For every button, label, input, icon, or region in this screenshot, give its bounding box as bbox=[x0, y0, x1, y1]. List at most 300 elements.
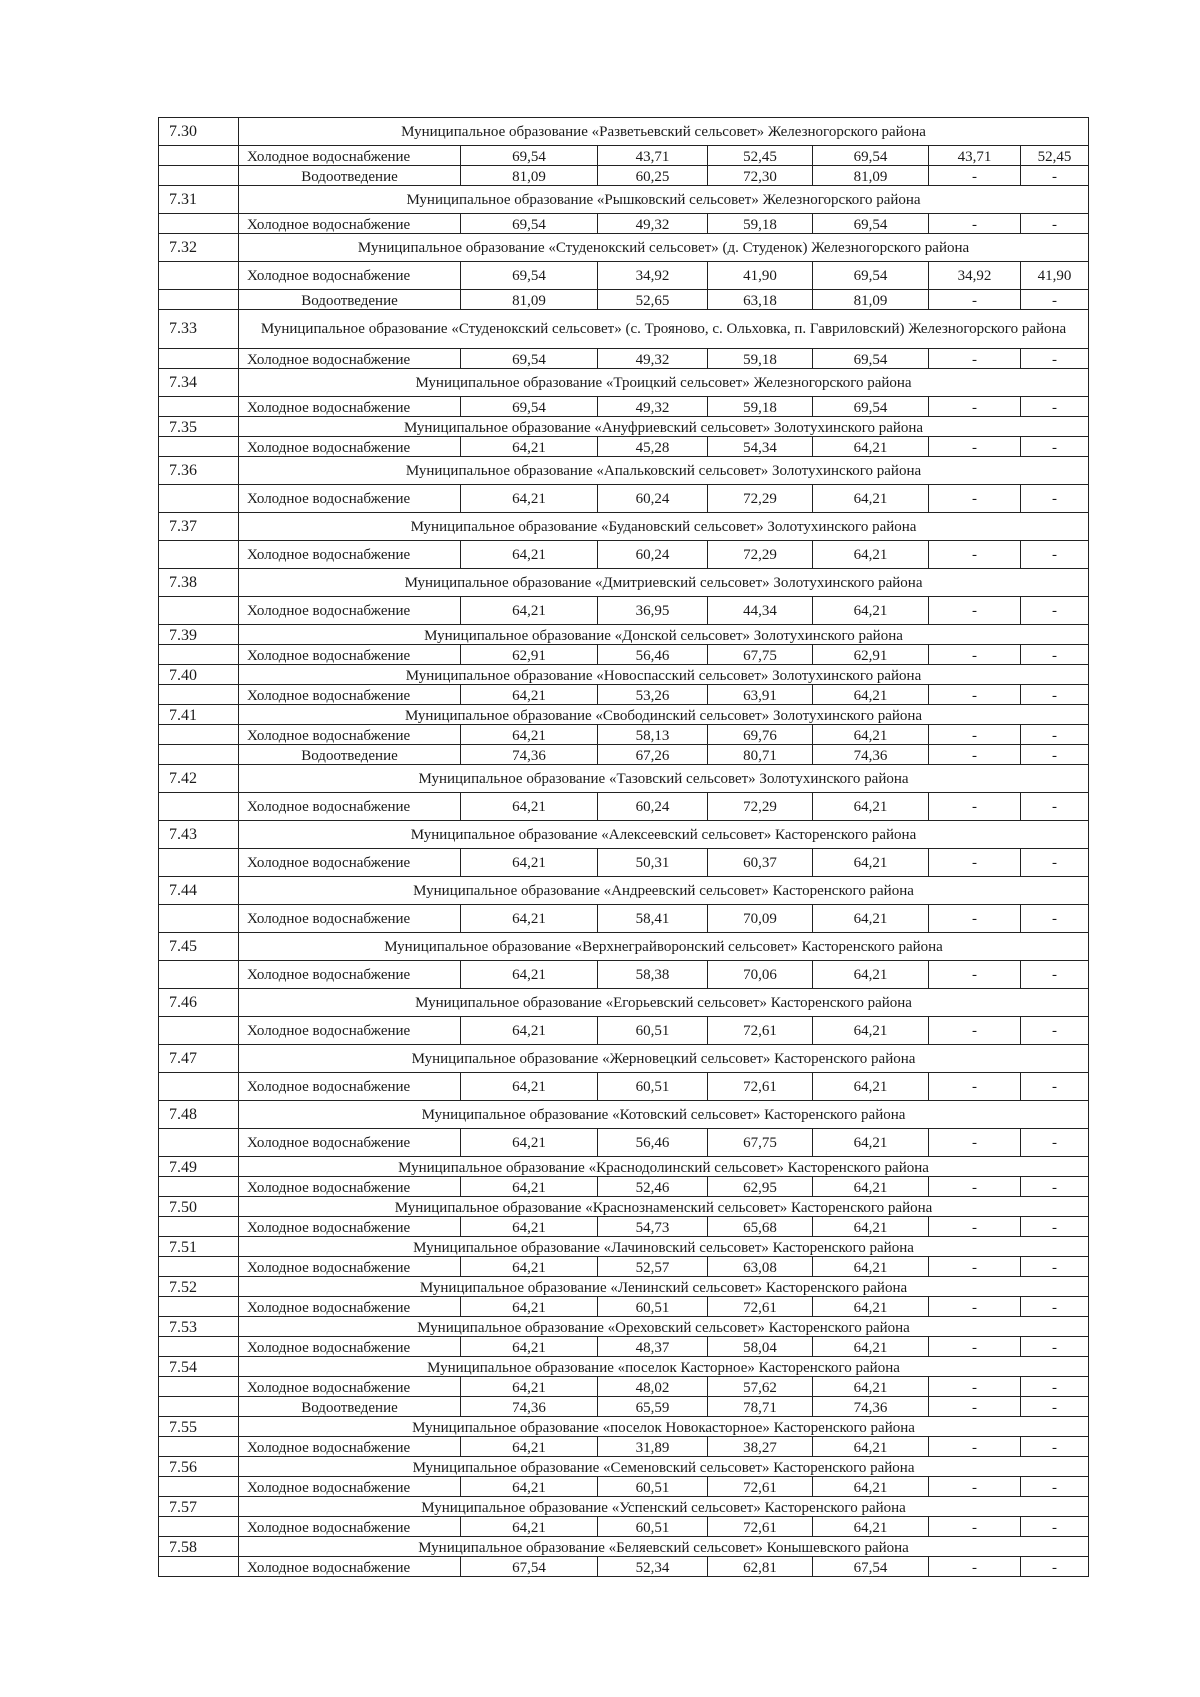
tariff-value: 64,21 bbox=[813, 1377, 929, 1397]
tariff-value: 72,61 bbox=[708, 1073, 813, 1101]
empty-number-cell bbox=[159, 262, 239, 290]
tariff-value: - bbox=[929, 1297, 1021, 1317]
tariff-value: - bbox=[1021, 685, 1089, 705]
tariff-value: 69,54 bbox=[461, 146, 598, 166]
section-title: Муниципальное образование «Новоспасский сельсовет» Золотухинского района bbox=[239, 665, 1089, 685]
tariff-value: 64,21 bbox=[461, 849, 598, 877]
service-name: Холодное водоснабжение bbox=[239, 1517, 461, 1537]
tariff-value: 65,59 bbox=[598, 1397, 708, 1417]
tariff-value: 64,21 bbox=[461, 725, 598, 745]
tariff-value: 64,21 bbox=[461, 1297, 598, 1317]
tariff-value: 52,65 bbox=[598, 290, 708, 310]
tariff-value: 58,13 bbox=[598, 725, 708, 745]
tariff-value: 64,21 bbox=[461, 1437, 598, 1457]
tariff-value: - bbox=[1021, 1297, 1089, 1317]
section-header-row bbox=[159, 1197, 1089, 1217]
tariff-value: - bbox=[1021, 437, 1089, 457]
tariff-value: - bbox=[929, 1073, 1021, 1101]
section-title: Муниципальное образование «Ленинский сельсовет» Касторенского района bbox=[239, 1277, 1089, 1297]
tariff-row bbox=[159, 793, 1089, 821]
tariff-row bbox=[159, 349, 1089, 369]
tariff-value: - bbox=[929, 725, 1021, 745]
tariff-value: 60,24 bbox=[598, 485, 708, 513]
empty-number-cell bbox=[159, 485, 239, 513]
empty-number-cell bbox=[159, 1517, 239, 1537]
tariff-value: 64,21 bbox=[461, 1337, 598, 1357]
tariff-value: 64,21 bbox=[461, 961, 598, 989]
tariff-row bbox=[159, 905, 1089, 933]
section-number: 7.46 bbox=[159, 989, 239, 1017]
tariff-value: - bbox=[929, 793, 1021, 821]
section-title: Муниципальное образование «Троицкий сельсовет» Железногорского района bbox=[239, 369, 1089, 397]
tariff-value: 64,21 bbox=[813, 1337, 929, 1357]
section-header-row bbox=[159, 1045, 1089, 1073]
tariff-value: 64,21 bbox=[813, 725, 929, 745]
tariff-value: - bbox=[929, 214, 1021, 234]
tariff-value: 34,92 bbox=[598, 262, 708, 290]
service-name: Холодное водоснабжение bbox=[239, 397, 461, 417]
section-number: 7.51 bbox=[159, 1237, 239, 1257]
section-header-row bbox=[159, 1237, 1089, 1257]
tariff-value: 64,21 bbox=[813, 905, 929, 933]
empty-number-cell bbox=[159, 146, 239, 166]
section-number: 7.43 bbox=[159, 821, 239, 849]
tariff-value: 64,21 bbox=[461, 541, 598, 569]
empty-number-cell bbox=[159, 1397, 239, 1417]
tariff-value: - bbox=[929, 645, 1021, 665]
tariff-row bbox=[159, 1177, 1089, 1197]
tariff-value: 64,21 bbox=[813, 1517, 929, 1537]
tariff-value: 64,21 bbox=[813, 541, 929, 569]
tariff-value: 60,37 bbox=[708, 849, 813, 877]
tariff-row bbox=[159, 1217, 1089, 1237]
empty-number-cell bbox=[159, 1297, 239, 1317]
section-number: 7.33 bbox=[159, 310, 239, 349]
tariff-value: 31,89 bbox=[598, 1437, 708, 1457]
tariff-value: 81,09 bbox=[461, 166, 598, 186]
tariff-value: 54,73 bbox=[598, 1217, 708, 1237]
service-name: Холодное водоснабжение bbox=[239, 214, 461, 234]
tariff-value: 67,75 bbox=[708, 1129, 813, 1157]
tariff-value: 64,21 bbox=[461, 685, 598, 705]
tariff-table bbox=[158, 117, 1089, 1577]
tariff-value: - bbox=[929, 1217, 1021, 1237]
tariff-value: - bbox=[1021, 485, 1089, 513]
tariff-value: 69,54 bbox=[461, 397, 598, 417]
tariff-value: 64,21 bbox=[461, 1073, 598, 1101]
tariff-value: 60,51 bbox=[598, 1297, 708, 1317]
tariff-value: - bbox=[929, 905, 1021, 933]
section-header-row bbox=[159, 369, 1089, 397]
section-header-row bbox=[159, 457, 1089, 485]
tariff-value: 50,31 bbox=[598, 849, 708, 877]
tariff-value: 74,36 bbox=[813, 745, 929, 765]
service-name: Холодное водоснабжение bbox=[239, 1129, 461, 1157]
tariff-value: 56,46 bbox=[598, 645, 708, 665]
section-header-row bbox=[159, 1537, 1089, 1557]
section-header-row bbox=[159, 1417, 1089, 1437]
service-name: Холодное водоснабжение bbox=[239, 1297, 461, 1317]
section-number: 7.50 bbox=[159, 1197, 239, 1217]
tariff-value: 59,18 bbox=[708, 214, 813, 234]
section-number: 7.31 bbox=[159, 186, 239, 214]
section-title: Муниципальное образование «Ануфриевский сельсовет» Золотухинского района bbox=[239, 417, 1089, 437]
tariff-row bbox=[159, 1437, 1089, 1457]
tariff-row bbox=[159, 541, 1089, 569]
tariff-value: 70,06 bbox=[708, 961, 813, 989]
tariff-value: - bbox=[1021, 1517, 1089, 1537]
section-header-row bbox=[159, 625, 1089, 645]
section-header-row bbox=[159, 1497, 1089, 1517]
tariff-value: 45,28 bbox=[598, 437, 708, 457]
section-header-row bbox=[159, 705, 1089, 725]
tariff-value: 64,21 bbox=[813, 1217, 929, 1237]
tariff-value: - bbox=[929, 1017, 1021, 1045]
section-header-row bbox=[159, 1457, 1089, 1477]
service-name: Холодное водоснабжение bbox=[239, 725, 461, 745]
tariff-value: 69,54 bbox=[461, 214, 598, 234]
service-name: Холодное водоснабжение bbox=[239, 485, 461, 513]
section-title: Муниципальное образование «Жерновецкий сельсовет» Касторенского района bbox=[239, 1045, 1089, 1073]
section-number: 7.44 bbox=[159, 877, 239, 905]
tariff-value: 60,24 bbox=[598, 541, 708, 569]
section-title: Муниципальное образование «поселок Новокасторное» Касторенского района bbox=[239, 1417, 1089, 1437]
tariff-value: 67,75 bbox=[708, 645, 813, 665]
section-number: 7.48 bbox=[159, 1101, 239, 1129]
tariff-value: 64,21 bbox=[813, 685, 929, 705]
tariff-row bbox=[159, 1517, 1089, 1537]
tariff-value: - bbox=[1021, 1257, 1089, 1277]
section-title: Муниципальное образование «Ореховский сельсовет» Касторенского района bbox=[239, 1317, 1089, 1337]
tariff-value: 64,21 bbox=[461, 1129, 598, 1157]
tariff-value: - bbox=[929, 290, 1021, 310]
tariff-row bbox=[159, 437, 1089, 457]
tariff-value: 58,38 bbox=[598, 961, 708, 989]
tariff-value: 72,30 bbox=[708, 166, 813, 186]
tariff-value: 60,25 bbox=[598, 166, 708, 186]
tariff-value: 62,81 bbox=[708, 1557, 813, 1577]
empty-number-cell bbox=[159, 1377, 239, 1397]
empty-number-cell bbox=[159, 1477, 239, 1497]
tariff-value: 63,18 bbox=[708, 290, 813, 310]
section-header-row bbox=[159, 989, 1089, 1017]
service-name: Холодное водоснабжение bbox=[239, 1337, 461, 1357]
section-number: 7.53 bbox=[159, 1317, 239, 1337]
section-header-row bbox=[159, 310, 1089, 349]
tariff-value: 64,21 bbox=[461, 1177, 598, 1197]
tariff-row bbox=[159, 961, 1089, 989]
section-title: Муниципальное образование «Студенокский сельсовет» (д. Студенок) Железногорского района bbox=[239, 234, 1089, 262]
service-name: Холодное водоснабжение bbox=[239, 849, 461, 877]
section-title: Муниципальное образование «Андреевский сельсовет» Касторенского района bbox=[239, 877, 1089, 905]
section-title: Муниципальное образование «Апальковский сельсовет» Золотухинского района bbox=[239, 457, 1089, 485]
tariff-value: 64,21 bbox=[813, 1297, 929, 1317]
tariff-value: 60,24 bbox=[598, 793, 708, 821]
section-number: 7.35 bbox=[159, 417, 239, 437]
section-title: Муниципальное образование «поселок Касторное» Касторенского района bbox=[239, 1357, 1089, 1377]
tariff-value: - bbox=[929, 1477, 1021, 1497]
tariff-value: - bbox=[929, 1557, 1021, 1577]
section-title: Муниципальное образование «Краснодолинский сельсовет» Касторенского района bbox=[239, 1157, 1089, 1177]
service-name: Холодное водоснабжение bbox=[239, 1017, 461, 1045]
empty-number-cell bbox=[159, 685, 239, 705]
tariff-value: 64,21 bbox=[813, 1129, 929, 1157]
service-name: Холодное водоснабжение bbox=[239, 685, 461, 705]
tariff-row bbox=[159, 849, 1089, 877]
tariff-value: - bbox=[1021, 1337, 1089, 1357]
section-number: 7.38 bbox=[159, 569, 239, 597]
section-title: Муниципальное образование «Семеновский сельсовет» Касторенского района bbox=[239, 1457, 1089, 1477]
tariff-value: 69,54 bbox=[813, 214, 929, 234]
tariff-value: 64,21 bbox=[461, 1257, 598, 1277]
tariff-value: 64,21 bbox=[813, 961, 929, 989]
tariff-row bbox=[159, 485, 1089, 513]
tariff-value: 52,34 bbox=[598, 1557, 708, 1577]
tariff-value: 64,21 bbox=[813, 849, 929, 877]
service-name: Холодное водоснабжение bbox=[239, 541, 461, 569]
tariff-row bbox=[159, 725, 1089, 745]
service-name: Холодное водоснабжение bbox=[239, 961, 461, 989]
tariff-value: 62,95 bbox=[708, 1177, 813, 1197]
tariff-value: 74,36 bbox=[813, 1397, 929, 1417]
section-title: Муниципальное образование «Рышковский сельсовет» Железногорского района bbox=[239, 186, 1089, 214]
tariff-value: 64,21 bbox=[461, 905, 598, 933]
tariff-row bbox=[159, 214, 1089, 234]
tariff-value: 49,32 bbox=[598, 349, 708, 369]
section-header-row bbox=[159, 1317, 1089, 1337]
section-header-row bbox=[159, 1101, 1089, 1129]
section-header-row bbox=[159, 933, 1089, 961]
tariff-value: 43,71 bbox=[929, 146, 1021, 166]
tariff-value: 74,36 bbox=[461, 745, 598, 765]
service-name: Холодное водоснабжение bbox=[239, 645, 461, 665]
tariff-value: - bbox=[1021, 793, 1089, 821]
tariff-value: 62,91 bbox=[461, 645, 598, 665]
empty-number-cell bbox=[159, 1257, 239, 1277]
empty-number-cell bbox=[159, 793, 239, 821]
section-number: 7.42 bbox=[159, 765, 239, 793]
tariff-value: 52,45 bbox=[708, 146, 813, 166]
tariff-value: 64,21 bbox=[461, 1217, 598, 1237]
section-title: Муниципальное образование «Краснознаменский сельсовет» Касторенского района bbox=[239, 1197, 1089, 1217]
section-number: 7.55 bbox=[159, 1417, 239, 1437]
tariff-value: 64,21 bbox=[461, 1017, 598, 1045]
service-name: Холодное водоснабжение bbox=[239, 1477, 461, 1497]
tariff-row bbox=[159, 166, 1089, 186]
tariff-row bbox=[159, 290, 1089, 310]
tariff-value: - bbox=[929, 1257, 1021, 1277]
empty-number-cell bbox=[159, 849, 239, 877]
tariff-value: 74,36 bbox=[461, 1397, 598, 1417]
section-number: 7.47 bbox=[159, 1045, 239, 1073]
tariff-value: 64,21 bbox=[461, 485, 598, 513]
tariff-value: - bbox=[1021, 1217, 1089, 1237]
tariff-value: 64,21 bbox=[813, 1177, 929, 1197]
tariff-value: 81,09 bbox=[461, 290, 598, 310]
service-name: Холодное водоснабжение bbox=[239, 146, 461, 166]
tariff-value: - bbox=[1021, 905, 1089, 933]
tariff-value: 58,04 bbox=[708, 1337, 813, 1357]
empty-number-cell bbox=[159, 597, 239, 625]
section-number: 7.52 bbox=[159, 1277, 239, 1297]
empty-number-cell bbox=[159, 166, 239, 186]
tariff-value: 64,21 bbox=[461, 1377, 598, 1397]
tariff-value: 64,21 bbox=[813, 793, 929, 821]
tariff-value: 48,02 bbox=[598, 1377, 708, 1397]
section-title: Муниципальное образование «Верхнеграйворонский сельсовет» Касторенского района bbox=[239, 933, 1089, 961]
section-number: 7.40 bbox=[159, 665, 239, 685]
tariff-value: 41,90 bbox=[708, 262, 813, 290]
section-header-row bbox=[159, 513, 1089, 541]
tariff-value: 64,21 bbox=[461, 437, 598, 457]
tariff-value: 60,51 bbox=[598, 1477, 708, 1497]
section-title: Муниципальное образование «Котовский сельсовет» Касторенского района bbox=[239, 1101, 1089, 1129]
tariff-value: 52,45 bbox=[1021, 146, 1089, 166]
empty-number-cell bbox=[159, 1129, 239, 1157]
tariff-value: 72,29 bbox=[708, 541, 813, 569]
tariff-value: - bbox=[929, 349, 1021, 369]
service-name: Холодное водоснабжение bbox=[239, 1073, 461, 1101]
section-header-row bbox=[159, 118, 1089, 146]
empty-number-cell bbox=[159, 1017, 239, 1045]
empty-number-cell bbox=[159, 905, 239, 933]
tariff-value: 54,34 bbox=[708, 437, 813, 457]
tariff-row bbox=[159, 645, 1089, 665]
tariff-value: 63,08 bbox=[708, 1257, 813, 1277]
tariff-value: 41,90 bbox=[1021, 262, 1089, 290]
section-header-row bbox=[159, 765, 1089, 793]
tariff-row bbox=[159, 1477, 1089, 1497]
tariff-value: 65,68 bbox=[708, 1217, 813, 1237]
empty-number-cell bbox=[159, 290, 239, 310]
empty-number-cell bbox=[159, 541, 239, 569]
empty-number-cell bbox=[159, 1177, 239, 1197]
tariff-value: 69,54 bbox=[813, 146, 929, 166]
section-title: Муниципальное образование «Свободинский сельсовет» Золотухинского района bbox=[239, 705, 1089, 725]
tariff-value: 64,21 bbox=[813, 1437, 929, 1457]
tariff-value: 59,18 bbox=[708, 397, 813, 417]
section-number: 7.32 bbox=[159, 234, 239, 262]
tariff-value: - bbox=[1021, 397, 1089, 417]
tariff-value: - bbox=[929, 166, 1021, 186]
service-name: Холодное водоснабжение bbox=[239, 1557, 461, 1577]
section-number: 7.34 bbox=[159, 369, 239, 397]
empty-number-cell bbox=[159, 397, 239, 417]
tariff-value: 72,61 bbox=[708, 1477, 813, 1497]
tariff-value: 81,09 bbox=[813, 290, 929, 310]
tariff-value: 67,54 bbox=[813, 1557, 929, 1577]
tariff-value: 70,09 bbox=[708, 905, 813, 933]
tariff-value: 56,46 bbox=[598, 1129, 708, 1157]
service-name: Холодное водоснабжение bbox=[239, 1437, 461, 1457]
tariff-value: - bbox=[1021, 214, 1089, 234]
section-header-row bbox=[159, 569, 1089, 597]
tariff-value: 44,34 bbox=[708, 597, 813, 625]
tariff-value: - bbox=[1021, 645, 1089, 665]
tariff-value: 67,26 bbox=[598, 745, 708, 765]
tariff-table-body bbox=[159, 118, 1089, 1577]
tariff-value: - bbox=[929, 597, 1021, 625]
tariff-value: - bbox=[929, 849, 1021, 877]
tariff-value: 69,54 bbox=[461, 262, 598, 290]
tariff-row bbox=[159, 1397, 1089, 1417]
section-header-row bbox=[159, 877, 1089, 905]
service-name: Холодное водоснабжение bbox=[239, 1377, 461, 1397]
tariff-value: 64,21 bbox=[813, 1017, 929, 1045]
tariff-row bbox=[159, 1257, 1089, 1277]
section-number: 7.36 bbox=[159, 457, 239, 485]
tariff-value: - bbox=[1021, 1397, 1089, 1417]
service-name: Водоотведение bbox=[239, 166, 461, 186]
tariff-value: 72,61 bbox=[708, 1297, 813, 1317]
tariff-value: - bbox=[929, 685, 1021, 705]
section-header-row bbox=[159, 665, 1089, 685]
empty-number-cell bbox=[159, 1337, 239, 1357]
tariff-value: - bbox=[1021, 1437, 1089, 1457]
section-title: Муниципальное образование «Студенокский сельсовет» (с. Трояново, с. Ольховка, п. Гавриловский) Железногорского района bbox=[239, 310, 1089, 349]
tariff-row bbox=[159, 1129, 1089, 1157]
tariff-value: - bbox=[1021, 1129, 1089, 1157]
section-number: 7.30 bbox=[159, 118, 239, 146]
section-header-row bbox=[159, 1277, 1089, 1297]
service-name: Холодное водоснабжение bbox=[239, 1257, 461, 1277]
tariff-value: 53,26 bbox=[598, 685, 708, 705]
tariff-value: - bbox=[1021, 1177, 1089, 1197]
tariff-value: 81,09 bbox=[813, 166, 929, 186]
tariff-value: 48,37 bbox=[598, 1337, 708, 1357]
tariff-value: 49,32 bbox=[598, 397, 708, 417]
empty-number-cell bbox=[159, 725, 239, 745]
tariff-value: 49,32 bbox=[598, 214, 708, 234]
tariff-value: 69,54 bbox=[813, 262, 929, 290]
section-number: 7.56 bbox=[159, 1457, 239, 1477]
empty-number-cell bbox=[159, 437, 239, 457]
service-name: Водоотведение bbox=[239, 745, 461, 765]
tariff-value: - bbox=[1021, 541, 1089, 569]
empty-number-cell bbox=[159, 961, 239, 989]
section-header-row bbox=[159, 186, 1089, 214]
service-name: Водоотведение bbox=[239, 290, 461, 310]
tariff-value: - bbox=[1021, 597, 1089, 625]
tariff-value: 57,62 bbox=[708, 1377, 813, 1397]
tariff-value: - bbox=[929, 1337, 1021, 1357]
section-header-row bbox=[159, 1157, 1089, 1177]
empty-number-cell bbox=[159, 745, 239, 765]
tariff-value: 63,91 bbox=[708, 685, 813, 705]
tariff-value: - bbox=[1021, 849, 1089, 877]
empty-number-cell bbox=[159, 1437, 239, 1457]
tariff-value: - bbox=[1021, 1377, 1089, 1397]
tariff-value: 64,21 bbox=[813, 597, 929, 625]
tariff-value: - bbox=[929, 1397, 1021, 1417]
tariff-value: 59,18 bbox=[708, 349, 813, 369]
tariff-value: - bbox=[1021, 1017, 1089, 1045]
section-header-row bbox=[159, 234, 1089, 262]
tariff-value: 72,61 bbox=[708, 1017, 813, 1045]
tariff-value: 64,21 bbox=[813, 437, 929, 457]
service-name: Холодное водоснабжение bbox=[239, 349, 461, 369]
tariff-value: 64,21 bbox=[461, 793, 598, 821]
tariff-value: 80,71 bbox=[708, 745, 813, 765]
tariff-value: 69,54 bbox=[813, 397, 929, 417]
empty-number-cell bbox=[159, 1217, 239, 1237]
section-title: Муниципальное образование «Успенский сельсовет» Касторенского района bbox=[239, 1497, 1089, 1517]
tariff-value: - bbox=[929, 961, 1021, 989]
tariff-value: 64,21 bbox=[813, 1477, 929, 1497]
service-name: Холодное водоснабжение bbox=[239, 793, 461, 821]
tariff-row bbox=[159, 397, 1089, 417]
tariff-value: 64,21 bbox=[813, 485, 929, 513]
